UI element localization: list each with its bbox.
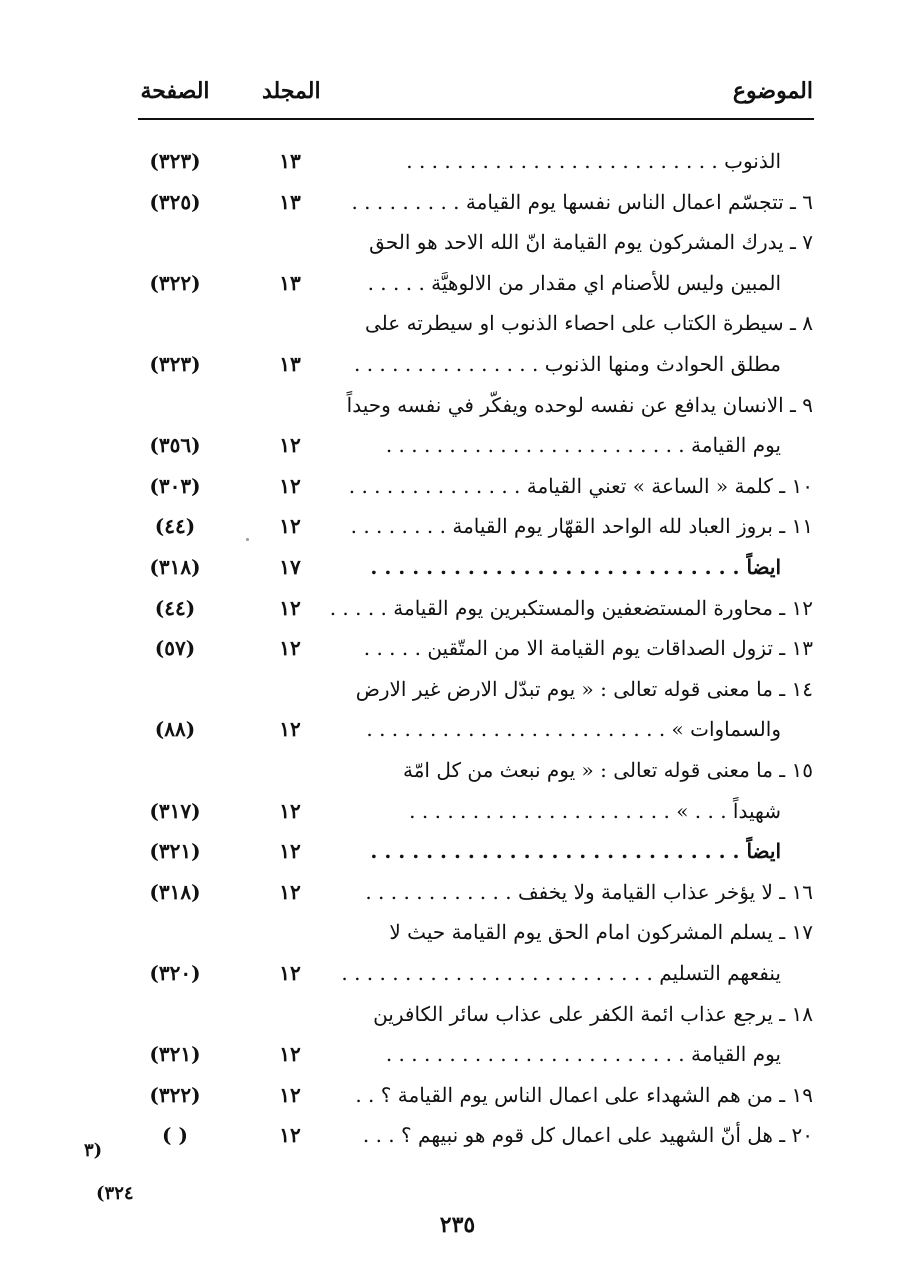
row-topic-text: ٢٠ ـ هل أنّ الشهيد على اعمال كل قوم هو نبيهم ؟ bbox=[401, 1123, 813, 1147]
row-leader-dots: . . . . . . . . . . . . . . . . . . . . . . . . bbox=[385, 433, 685, 457]
index-row bbox=[0, 506, 915, 546]
row-topic bbox=[345, 547, 781, 587]
row-leader-dots: . . . . . . . . bbox=[350, 514, 446, 538]
row-topic-text: ١٦ ـ لا يؤخر عذاب القيامة ولا يخفف bbox=[517, 880, 813, 904]
index-row bbox=[0, 547, 915, 587]
row-topic-text: والسماوات » bbox=[671, 717, 781, 741]
row-topic bbox=[345, 425, 781, 465]
index-row bbox=[0, 750, 915, 790]
row-topic bbox=[345, 912, 813, 952]
row-topic-text: ايضاً bbox=[746, 839, 781, 863]
row-topic bbox=[345, 141, 781, 181]
index-row bbox=[0, 141, 915, 181]
row-volume: ١٢ bbox=[279, 514, 301, 538]
row-topic-text: ١٣ ـ تزول الصداقات يوم القيامة الا من المتّقين bbox=[427, 636, 813, 660]
row-topic bbox=[345, 709, 781, 749]
row-topic-text: مطلق الحوادث ومنها الذنوب bbox=[544, 352, 781, 376]
row-topic bbox=[329, 588, 813, 628]
row-leader-dots: . . . . . . . . . bbox=[351, 190, 460, 214]
row-volume: ١٣ bbox=[279, 149, 301, 173]
row-volume: ١٢ bbox=[279, 1083, 301, 1107]
row-topic-text: يوم القيامة bbox=[691, 433, 781, 457]
row-topic-text: ٨ ـ سيطرة الكتاب على احصاء الذنوب او سيطرته على bbox=[364, 311, 813, 335]
row-page: (٣٥٦) bbox=[149, 433, 201, 457]
row-volume: ١٧ bbox=[279, 555, 301, 579]
row-topic bbox=[345, 385, 813, 425]
row-leader-dots: . . . . . . . . . . . . bbox=[365, 880, 512, 904]
index-row bbox=[0, 182, 915, 222]
row-topic-text: ١٨ ـ يرجع عذاب ائمة الكفر على عذاب سائر الكافرين bbox=[373, 1002, 813, 1026]
row-page: (٣٢٣) bbox=[149, 149, 201, 173]
row-topic-text: الذنوب bbox=[724, 149, 781, 173]
row-leader-dots: . . . . . . . . . . . . . . . . . . . . . . . . . bbox=[406, 149, 718, 173]
index-row bbox=[0, 344, 915, 384]
row-page: (٨٨) bbox=[154, 717, 196, 741]
row-topic bbox=[345, 303, 813, 343]
row-topic-text: ٧ ـ يدرك المشركون يوم القيامة انّ الله الاحد هو الحق bbox=[369, 230, 813, 254]
ink-speck bbox=[246, 538, 249, 541]
index-row bbox=[0, 1115, 915, 1155]
row-topic bbox=[345, 506, 813, 546]
row-topic bbox=[345, 994, 813, 1034]
row-page: (٣١٨) bbox=[149, 555, 201, 579]
row-topic bbox=[341, 953, 781, 993]
row-topic bbox=[345, 1115, 813, 1155]
index-row bbox=[0, 425, 915, 465]
header-topic: الموضوع bbox=[732, 78, 813, 104]
row-leader-dots: . . . . . . . . . . . . . . . . . . . . . . . . . bbox=[341, 961, 653, 985]
row-topic-text: ٩ ـ الانسان يدافع عن نفسه لوحده ويفكّر في نفسه وحيداً bbox=[346, 393, 813, 417]
index-row bbox=[0, 466, 915, 506]
index-row bbox=[0, 263, 915, 303]
index-row bbox=[0, 953, 915, 993]
row-topic bbox=[345, 750, 813, 790]
row-leader-dots: . . . . . bbox=[329, 596, 387, 620]
row-page: (٣٢٢) bbox=[149, 1083, 201, 1107]
header-page: الصفحة bbox=[140, 78, 210, 104]
row-topic bbox=[345, 872, 813, 912]
index-row bbox=[0, 669, 915, 709]
row-volume: ١٢ bbox=[279, 474, 301, 498]
row-volume: ١٢ bbox=[279, 596, 301, 620]
row-page: (٣٢٠) bbox=[149, 961, 201, 985]
index-row bbox=[0, 791, 915, 831]
row-page: (٣٢١) bbox=[149, 1042, 201, 1066]
row-leader-dots: . . . . . bbox=[363, 636, 421, 660]
row-topic bbox=[345, 831, 781, 871]
row-topic bbox=[345, 344, 781, 384]
row-topic bbox=[345, 466, 813, 506]
margin-note: (٣٢٤ bbox=[96, 1183, 134, 1204]
index-row bbox=[0, 872, 915, 912]
row-topic-text: ١٤ ـ ما معنى قوله تعالى : « يوم تبدّل الارض غير الارض bbox=[355, 677, 813, 701]
row-topic-text: ينفعهم التسليم bbox=[659, 961, 781, 985]
row-page: (٣٢٢) bbox=[149, 271, 201, 295]
page-number: ٢٣٥ bbox=[439, 1212, 476, 1238]
row-topic-text: ١٩ ـ من هم الشهداء على اعمال الناس يوم القيامة ؟ bbox=[380, 1083, 813, 1107]
index-row bbox=[0, 385, 915, 425]
row-page: (٣٢٥) bbox=[149, 190, 201, 214]
row-leader-dots: . . . . . . . . . . . . . . . bbox=[353, 352, 539, 376]
row-volume: ١٣ bbox=[279, 271, 301, 295]
row-page: (٥٧) bbox=[154, 636, 196, 660]
row-volume: ١٢ bbox=[279, 1123, 301, 1147]
row-topic-text: ٦ ـ تتجسّم اعمال الناس نفسها يوم القيامة bbox=[465, 190, 813, 214]
row-leader-dots: . . . . . . . . . . . . . . . . . . . . . . . . . . . bbox=[370, 555, 740, 579]
row-topic-text: يوم القيامة bbox=[691, 1042, 781, 1066]
index-row bbox=[0, 912, 915, 952]
row-topic-text: ١٥ ـ ما معنى قوله تعالى : « يوم نبعث من كل امّة bbox=[402, 758, 813, 782]
index-row bbox=[0, 628, 915, 668]
row-page: (٣١٨) bbox=[149, 880, 201, 904]
row-page: (٣١٧) bbox=[149, 799, 201, 823]
row-page: ( ) bbox=[162, 1123, 188, 1147]
row-topic bbox=[345, 628, 813, 668]
index-row bbox=[0, 994, 915, 1034]
row-page: (٣٠٣) bbox=[149, 474, 201, 498]
index-row bbox=[0, 222, 915, 262]
row-topic bbox=[345, 669, 813, 709]
header-rule bbox=[138, 118, 814, 120]
margin-mark: ٣) bbox=[84, 1140, 103, 1161]
row-leader-dots: . . . . . . . . . . . . . . . . . . . . . . . . bbox=[385, 1042, 685, 1066]
row-leader-dots: . . . bbox=[362, 1123, 395, 1147]
row-volume: ١٢ bbox=[279, 636, 301, 660]
row-topic-text: المبين وليس للأصنام اي مقدار من الالوهيَّة bbox=[431, 271, 781, 295]
row-topic-text: ايضاً bbox=[746, 555, 781, 579]
row-topic-text: ١٧ ـ يسلم المشركون امام الحق يوم القيامة حيث لا bbox=[389, 920, 813, 944]
row-volume: ١٢ bbox=[279, 717, 301, 741]
row-page: (٣٢١) bbox=[149, 839, 201, 863]
row-volume: ١٢ bbox=[279, 961, 301, 985]
row-leader-dots: . . . . . . . . . . . . . . . . . . . . . . . . . . . bbox=[370, 839, 740, 863]
row-leader-dots: . . . . . bbox=[367, 271, 425, 295]
index-row bbox=[0, 1034, 915, 1074]
row-page: (٣٢٣) bbox=[149, 352, 201, 376]
index-row bbox=[0, 303, 915, 343]
index-row bbox=[0, 1075, 915, 1115]
row-page: (٤٤) bbox=[154, 514, 196, 538]
row-topic-text: ١٢ ـ محاورة المستضعفين والمستكبرين يوم القيامة bbox=[393, 596, 813, 620]
row-topic-text: شهيداً . . . » bbox=[676, 799, 781, 823]
index-row bbox=[0, 709, 915, 749]
row-leader-dots: . . . . . . . . . . . . . . . . . . . . . . . . bbox=[366, 717, 666, 741]
row-leader-dots: . . bbox=[355, 1083, 375, 1107]
row-volume: ١٢ bbox=[279, 880, 301, 904]
index-row bbox=[0, 588, 915, 628]
row-volume: ١٢ bbox=[279, 1042, 301, 1066]
row-topic bbox=[345, 791, 781, 831]
row-volume: ١٢ bbox=[279, 433, 301, 457]
row-volume: ١٣ bbox=[279, 352, 301, 376]
row-topic bbox=[345, 1034, 781, 1074]
row-volume: ١٣ bbox=[279, 190, 301, 214]
row-topic-text: ١١ ـ بروز العباد لله الواحد القهّار يوم القيامة bbox=[452, 514, 813, 538]
row-topic bbox=[345, 1075, 813, 1115]
row-page: (٤٤) bbox=[154, 596, 196, 620]
row-leader-dots: . . . . . . . . . . . . . . bbox=[348, 474, 521, 498]
index-row bbox=[0, 831, 915, 871]
row-topic bbox=[345, 182, 813, 222]
row-volume: ١٢ bbox=[279, 839, 301, 863]
row-topic bbox=[345, 263, 781, 303]
row-volume: ١٢ bbox=[279, 799, 301, 823]
row-topic bbox=[345, 222, 813, 262]
row-leader-dots: . . . . . . . . . . . . . . . . . . . . . bbox=[409, 799, 670, 823]
row-topic-text: ١٠ ـ كلمة « الساعة » تعني القيامة bbox=[526, 474, 813, 498]
header-volume: المجلد bbox=[262, 78, 321, 104]
